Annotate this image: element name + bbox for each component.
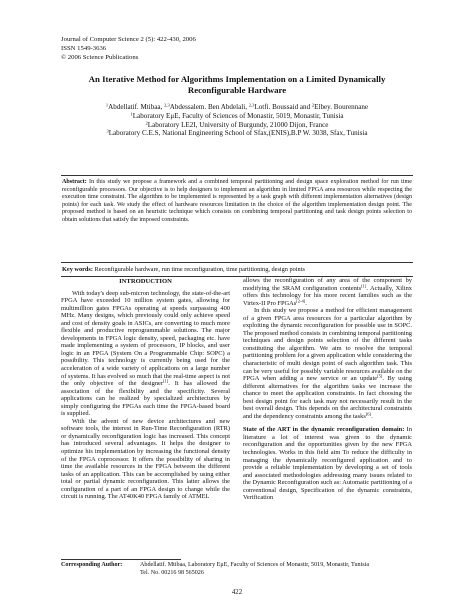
keywords-text: Reconfigurable hardware, run time reconfiguration, time partitioning, design points [92,266,305,273]
author-sup: 1 [105,102,109,108]
title-line-1: An Iterative Method for Algorithms Implementation on a Limited Dynamically [88,74,386,84]
journal-issn: ISSN 1549-3636 [61,44,107,52]
author-name: Elbey. Bourennane [314,103,369,111]
author-name: Lotfi. Boussaid and [254,103,312,111]
left-column [61,276,230,501]
abstract-text: In this study we propose a framework and a combined temporal partitioning and design space exploration method for run time reconfigurable processors. Our objective is to help designers to implement an algorithm in limited FPGA area resources while respecting the execution time constraint. The algorithm to be implemented is represented by a task graph with different implementation alternatives (design points) for each task. We study the effect of hardware resources limitation in the choice of the algorithm implementation design point. The proposed method is based on an heuristic technique which consists on combining temporal partitioning and task design points selection to obtain solutions that satisfy the imposed constraints. [62,179,412,223]
corresponding-author-text [140,562,430,577]
abstract-bottom-rule [61,262,413,263]
journal-copyright: © 2006 Science Publications [61,53,139,61]
intro-paragraph-2: With the advent of new device architectures and new software tools, the interest in Run-Time Reconfiguration (RTR) or dynamically reconfiguration logic has increased. This concept has introduced several advantages. It helps the designer to optimize his implementation by increasing the functional density of the FPGA coprocessor. It offers the possibility of sharing in time the available resources in the FPGA between the different tasks of an application. This can be accomplished by using either total or partial dynamic reconfiguration. This latter allows the configuration of a part of an FPGA design to change while the circuit is running. The AT40K40 FPGA family of ATMEL [61,417,230,501]
corresponding-author-label: Corresponding Author: [61,562,123,568]
paper-title [40,74,434,95]
abstract [62,179,412,224]
abstract-label: Abstract: [62,179,87,185]
right-column [243,277,412,502]
affiliation-2: $^2$Laboratory LE2I, University of Burgundy, 21000 Dijon, France [145,120,329,129]
author-block [30,103,444,138]
right-paragraph-1: allows the reconfiguration of any area of the component by modifying the SRAM configuration contents[1]. Actually, Xilinx offers this technology for his more recent families such as the Virtex-II Pro FPGAs[2-4]. [243,277,412,307]
introduction-heading: INTRODUCTION [119,278,172,285]
author-sup: 2,3 [164,102,170,108]
author-sup: 2,3 [248,102,255,108]
affiliation-1: $^1$Laboratory EμE, Faculty of Sciences of Monastir, 5019, Monastir, Tunisia [130,111,344,120]
affiliation-3: $^3$Laboratory C.E.S, National Engineering School of Sfax,(ENIS),B.P W. 3038, Sfax, Tunisia [106,128,368,138]
right-paragraph-2: In this study we propose a method for efficient management of a given FPGA area resources for a particular algorithm by exploiting the dynamic reconfiguration for possible use in SOPC. The proposed method consists in combining temporal partitioning techniques and design points selection of the different tasks constituting the algorithm. We aim to resolve the temporal partitioning problem for a given application while considering the characteristic of multi design point of each algorithm task. This can be very useful for possibly variable resources available on the FPGA when adding a new service or an update[5]. By using different alternatives for the algorithm tasks we increase the chance to meet the application constraints. In fact choosing the best design point for each task may not necessarily result in the best overall design. This depends on the architectural constraints and the dependency constraints among the tasks[6]. [243,307,412,420]
state-of-art-paragraph: State of the ART in the dynamic reconfiguration domain: In literature a lot of interest was given to the dynamic reconfiguration and the opportunities given by the new FPGA technologies. Works in this field aim To reduce the difficulty in managing the dynamically reconfigured application and to provide a reliable implementation by developing a set of tools and associated methodologies addressing many issues related to the Dynamic Reconfiguration such as: Automatic partitioning of a conventional design, Specification of the dynamic constraints, Verification [243,426,412,502]
keywords [62,266,412,274]
corresponding-author-address: Abdellatif. Mtibaa, Laboratory EμE, Faculty of Sciences of Monastir, 5019, Monastir, Tunisia [140,562,370,568]
author-sup: 2 [311,102,315,108]
intro-paragraph-1: With today's deep sub-micron technology, the state-of-the-art FPGA have exceeded 10 million system gates, allowing for multimillion gates FPGAs operating at speeds surpassing 400 MHz. Many designs, which previously could only achieve speed and cost of density goals in ASICs, are converting to much more flexible and productive reprogrammable solutions. The major developments in FPGA logic density, speed, packaging etc. have made implementing a system of processors, IP blocks, and user logic in an FPGA (System On a Programmable Chip: SOPC) a possibility. This technology is currently being used for the acceleration of a wide variety of applications on a large number of systems. It has evolved so much that the real-time aspect is not the only objective of the designer[1]. It has allowed the association of the flexibility and the specificity. Several applications can be realized by specialized architectures by simply configuring the FPGAs each time the FPGA-based board is supplied. [61,289,231,418]
journal-citation: Journal of Computer Science 2 (5): 422-430, 2006 [61,36,196,43]
keywords-label: Key words: [62,266,93,273]
author-names [30,103,444,112]
author-name: Abdessalem. Ben Abdelali, [169,103,249,111]
footnote-rule [61,559,181,560]
author-name: Abdellatif. Mtibaa, [108,103,165,111]
abstract-top-rule [61,175,413,176]
title-line-2: Reconfigurable Hardware [187,84,287,95]
page-number: 422 [231,589,243,596]
state-of-art-heading: State of the ART in the dynamic reconfiguration domain: [243,426,405,434]
journal-header [61,36,196,62]
corresponding-author-phone: Tel. No. 00216 98 565026 [140,569,204,576]
